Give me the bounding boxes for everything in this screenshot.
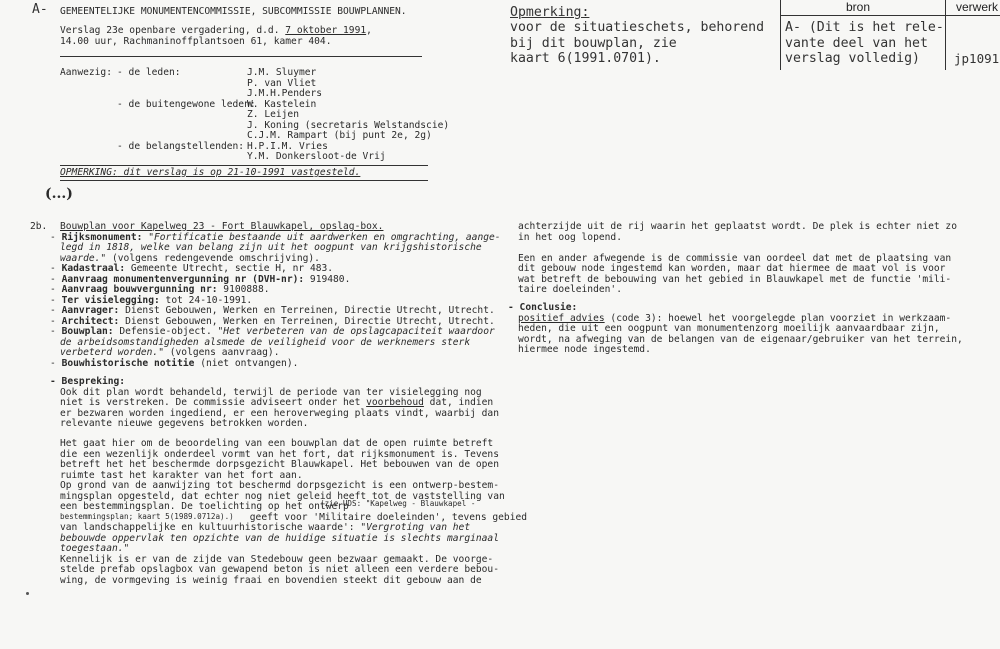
field-cont: verbeterd worden." (60, 347, 164, 358)
conclusie-line: hiermee node ingestemd. (518, 344, 651, 355)
remark-line (60, 168, 360, 179)
remark-divider (60, 180, 428, 181)
field-label: Rijksmonument: (61, 231, 143, 243)
meeting-line-1-pre: Verslag 23e openbare vergadering, d.d. (60, 25, 286, 36)
meeting-date: 7 oktober 1991 (285, 25, 367, 36)
advies-rest: (code 3): hoewel het voorgelegde plan voorziet in werkzaam- (604, 312, 952, 324)
field-label: Aanvraag bouwvergunning nr: (61, 284, 218, 295)
group-belangstellenden-label: - de belangstellenden: (117, 140, 245, 152)
group-leden-label: - de leden: (117, 67, 181, 78)
advies-code: positief advies (518, 312, 605, 324)
bespreking-line: Op grond van de aanwijzing tot beschermd dorpsgezicht is een ontwerp-bestem- (60, 480, 499, 491)
field-visielegging: - Ter visielegging: tot 24-10-1991. (50, 294, 253, 306)
bron-line: verslag volledig) (785, 51, 920, 66)
field-label: Bouwplan: (61, 326, 114, 337)
field-value: Defensie-object. (113, 326, 218, 337)
meeting-line-1 (60, 26, 372, 37)
field-cont: legd in 1818, welke van belang zijn uit het oogpunt van krijgshistorische (60, 242, 482, 253)
field-monumentenvergunning: - Aanvraag monumentenvergunning nr (DVH-nr): 919480. (50, 273, 351, 285)
bespreking-seg: van landschappelijke en kultuurhistorische waarde': (60, 522, 361, 533)
attendee-name: P. van Vliet (247, 77, 317, 89)
bespreking-line: er bezwaren worden ingediend, er een heroverweging plaats vindt, waarbij dan (60, 407, 499, 419)
field-label: Architect: (61, 315, 120, 327)
bespreking-voorbehoud: voorbehoud (366, 397, 424, 408)
conclusie-label: - Conclusie: (508, 302, 578, 313)
bespreking-line: die een wezenlijk onderdeel vormt van het fort, dat rijksmonument is. Tevens (60, 448, 499, 460)
bespreking-line: stelde prefab opslagbox van gewapend beton is niet alleen een verdere bebou- (60, 564, 499, 575)
right-line: in het oog lopend. (518, 231, 622, 243)
field-bouwplan: - Bouwplan: Defensie-object. "Het verbeteren van de opslagcapaciteit waardoor (50, 326, 495, 337)
bespreking-line: Ook dit plan wordt behandeld, terwijl de periode van ter visielegging nog (60, 386, 482, 398)
field-value: tot 24-10-1991. (159, 294, 253, 306)
attendee-name: Z. Leijen (247, 109, 299, 120)
field-aanvrager: - Aanvrager: Dienst Gebouwen, Werken en Terreinen, Directie Utrecht, Utrecht. (50, 305, 495, 316)
margin-mark: A- (32, 2, 48, 17)
field-bouwhistorisch: - Bouwhistorische notitie (niet ontvangen). (50, 357, 299, 369)
bespreking-quote: toegestaan." (60, 543, 130, 554)
opmerking-line: voor de situatieschets, behorend (510, 20, 765, 35)
verwerk-value: jp1091 (954, 51, 1000, 66)
bespreking-line: wing, de vormgeving is weinig fraai en bovendien steekt dit gebouw aan de (60, 574, 482, 586)
meeting-line-2: 14.00 uur, Rachmaninoffplantsoen 61, kamer 404. (60, 36, 332, 47)
bespreking-line: een bestemmingsplan. De toelichting op het ontwerp (60, 501, 355, 512)
attendee-name: H.P.I.M. Vries (247, 140, 328, 152)
field-label: Aanvrager: (61, 305, 120, 316)
right-line: taire doeleinden'. (518, 284, 622, 295)
right-line: Een en ander afwegende is de commissie van oordeel dat met de plaatsing van (518, 252, 952, 264)
table-col-divider (945, 0, 946, 70)
item-number: 2b. (30, 221, 48, 232)
bespreking-seg: niet is verstreken. De commissie adviseert onder het (60, 397, 367, 408)
field-value: 9100888. (217, 284, 270, 295)
column-header-bron: bron (846, 0, 871, 14)
field-value-italic: "Het verbeteren van de opslagcapaciteit waardoor (217, 326, 495, 337)
attendance-label: Aanwezig: (60, 67, 112, 78)
ellipsis-mark: (...) (45, 186, 73, 202)
field-rijksmonument: - Rijksmonument: "Fortificatie bestaande uit aardwerken en omgrachting, aange- (50, 231, 501, 243)
uds-reference-2: bestemmingsplan; kaart 5(1989.0712a).) (60, 512, 234, 521)
bespreking-quote: bebouwde oppervlak ten opzichte van de huidige situatie is slechts marginaal (60, 532, 499, 544)
uds-reference-1: (zie UDS: "Kapelweg - Blauwkapel - (320, 499, 476, 508)
conclusie-line: wordt, na afweging van de belangen van de eigenaar/gebruiker van het terrein, (518, 333, 963, 345)
field-cont: de arbeidsomstandigheden alsmede de veiligheid voor de werknemers sterk (60, 336, 471, 348)
bespreking-line: Kennelijk is er van de zijde van Stedebouw geen bezwaar gemaakt. De voorge- (60, 553, 494, 565)
bespreking-line: mingsplan opgesteld, dat echter nog niet geleid heeft tot de vaststelling van (60, 490, 505, 502)
field-label: Kadastraal: (61, 263, 126, 274)
field-label: Aanvraag monumentenvergunning nr (DVH-nr): (61, 273, 305, 285)
meeting-line-1-post: , (366, 25, 372, 36)
attendee-name: J. Koning (secretaris Welstandscie) (247, 119, 450, 131)
field-value: (niet ontvangen). (194, 357, 299, 369)
field-value: "Fortificatie bestaande uit aardwerken en omgrachting, aange- (148, 231, 501, 243)
attendee-name: C.J.M. Rampart (bij punt 2e, 2g) (247, 130, 432, 141)
table-left-border (780, 0, 781, 70)
field-value: Dienst Gebouwen, Werken en Terreinen, Directie Utrecht, Utrecht. (119, 315, 495, 327)
field-label: Ter visielegging: (61, 294, 160, 306)
bespreking-line: Het gaat hier om de beoordeling van een bouwplan dat de open ruimte betreft (60, 438, 494, 449)
bespreking-line: geeft voor 'Militaire doeleinden', tevens gebied (244, 511, 528, 523)
bespreking-quote: "Vergroting van het (360, 522, 471, 533)
attendee-name: W. Kastelein (247, 98, 317, 110)
field-kadastraal: - Kadastraal: Gemeente Utrecht, sectie H, nr 483. (50, 263, 334, 274)
bespreking-label: - Bespreking: (50, 376, 126, 387)
opmerking-line: bij dit bouwplan, zie (510, 35, 677, 51)
field-cont: waarde." (60, 252, 107, 264)
field-value: Dienst Gebouwen, Werken en Terreinen, Directie Utrecht, Utrecht. (119, 305, 495, 316)
bespreking-line: betreft het het beschermde dorpsgezicht Blauwkapel. Het bebouwen van de open (60, 459, 499, 470)
scan-speck (26, 592, 29, 595)
field-architect: - Architect: Dienst Gebouwen, Werken en Terreinen, Directie Utrecht, Utrecht. (50, 315, 495, 327)
attendee-name: J.M.H.Penders (247, 88, 323, 99)
right-line: wat betreft de bebouwing van het gebied in Blauwkapel met de functie 'mili- (518, 273, 952, 285)
bespreking-seg: dat, indien (423, 397, 494, 408)
attendee-name: Y.M. Donkersloot-de Vrij (247, 151, 386, 162)
remark-label: OPMERKING: (60, 167, 118, 178)
field-tail: (volgens aanvraag). (163, 347, 280, 358)
bespreking-line (60, 523, 470, 534)
column-header-verwerk: verwerk (956, 0, 999, 14)
item-title: Bouwplan voor Kapelweg 23 - Fort Blauwkapel, opslag-box. (60, 221, 384, 232)
bron-line: A- (Dit is het rele- (785, 20, 944, 35)
bron-line: vante deel van het (785, 35, 928, 51)
conclusie-line: heden, die uit een oogpunt van monumentenzorg moeilijk aanvaardbaar zijn, (518, 323, 940, 334)
table-header-rule (780, 15, 1000, 16)
field-label: Bouwhistorische notitie (61, 357, 195, 369)
document-title: GEMEENTELIJKE MONUMENTENCOMMISSIE, SUBCOMMISSIE BOUWPLANNEN. (60, 6, 407, 17)
field-bouwvergunning: - Aanvraag bouwvergunning nr: 9100888. (50, 284, 270, 295)
bespreking-line: ruimte tast het karakter van het fort aan. (60, 469, 303, 481)
attendee-name: J.M. Sluymer (247, 67, 317, 78)
opmerking-line: kaart 6(1991.0701). (510, 51, 661, 66)
bespreking-line (60, 398, 493, 409)
field-value: 919480. (304, 273, 351, 285)
opmerking-title: Opmerking: (510, 5, 590, 20)
group-buitengewone-label: - de buitengewone leden: (117, 98, 256, 110)
field-tail: (volgens redengevende omschrijving). (106, 252, 320, 264)
field-value: Gemeente Utrecht, sectie H, nr 483. (125, 263, 334, 274)
right-line: achterzijde uit de rij waarin het geplaatst wordt. De plek is echter niet zo (518, 221, 957, 232)
attendance-divider (60, 165, 428, 166)
bespreking-line: relevante nieuwe gegevens betrokken worden. (60, 418, 309, 429)
header-divider (60, 56, 422, 57)
right-line: dit gebouw node ingestemd kan worden, maar dat hiermee de maat vol is voor (518, 263, 946, 274)
remark-text: dit verslag is op 21-10-1991 vastgesteld. (117, 167, 361, 178)
